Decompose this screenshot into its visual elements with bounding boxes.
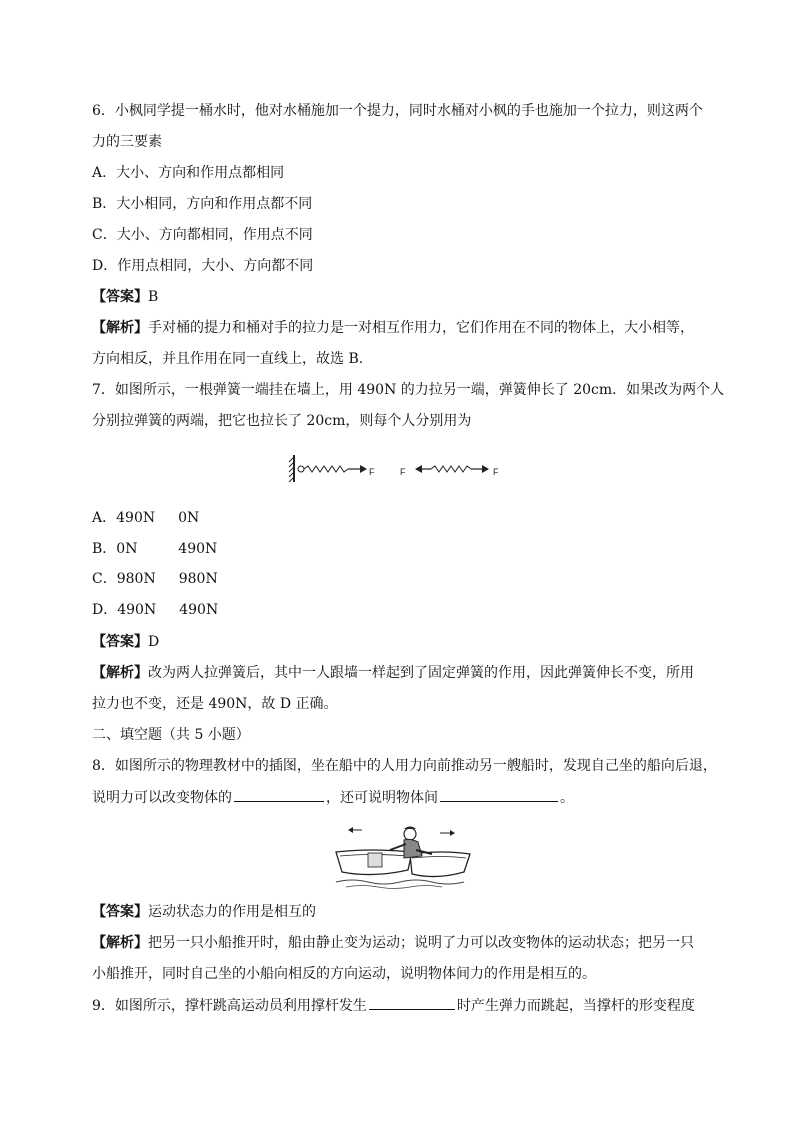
analysis-text: 把另一只小船推开时，船由静止变为运动；说明了力可以改变物体的运动状态；把另一只 bbox=[148, 935, 694, 951]
option-value-1: 490N bbox=[117, 602, 157, 618]
arrow-back-head bbox=[348, 827, 353, 833]
analysis-tag: 【解析】 bbox=[92, 320, 148, 336]
spring-right bbox=[431, 466, 471, 472]
q6-option-c: C．大小、方向都相同，作用点不同 bbox=[92, 227, 313, 243]
q8-analysis-line2: 小船推开，同时自己坐的小船向相反的方向运动，说明物体间力的作用是相互的。 bbox=[92, 966, 596, 982]
option-value-1: 980N bbox=[116, 571, 156, 587]
q6-stem-line2: 力的三要素 bbox=[92, 134, 162, 150]
option-value-1: 490N bbox=[116, 510, 156, 526]
answer-value: 运动状态力的作用是相互的 bbox=[148, 904, 316, 920]
analysis-tag: 【解析】 bbox=[92, 665, 148, 681]
q8-text-b: ，还可说明物体间 bbox=[326, 790, 438, 806]
q9-text-b: 时产生弹力而跳起，当撑杆的形变程度 bbox=[456, 998, 695, 1014]
q6-option-d: D．作用点相同，大小、方向都不同 bbox=[92, 258, 314, 274]
q8-text-a: 说明力可以改变物体的 bbox=[92, 790, 232, 806]
option-letter: B． bbox=[92, 541, 117, 557]
q8-analysis-line1 bbox=[92, 933, 694, 953]
answer-tag: 【答案】 bbox=[92, 904, 148, 920]
force-arrowhead-left bbox=[360, 465, 367, 473]
answer-value: B bbox=[148, 289, 159, 305]
q7-option-d bbox=[92, 600, 218, 620]
analysis-tag: 【解析】 bbox=[92, 935, 148, 951]
q8-stem-line2 bbox=[92, 787, 574, 808]
option-value-2: 0N bbox=[178, 510, 200, 526]
q6-option-a: A．大小、方向和作用点都相同 bbox=[92, 165, 285, 181]
boat-figure bbox=[332, 820, 472, 892]
q7-option-c bbox=[92, 569, 218, 589]
q7-option-a bbox=[92, 508, 199, 528]
q8-blank-2[interactable] bbox=[440, 787, 558, 802]
option-letter: D． bbox=[92, 602, 118, 618]
force-label-right: F bbox=[493, 467, 499, 477]
section-heading: 二、填空题（共 5 小题） bbox=[92, 727, 250, 743]
option-letter: A． bbox=[92, 510, 117, 526]
spring-left bbox=[304, 466, 348, 472]
left-boat-seat bbox=[368, 853, 382, 867]
water-line-2 bbox=[346, 886, 442, 889]
arrow-forward-head bbox=[450, 830, 455, 836]
answer-value: D bbox=[148, 634, 160, 650]
q6-option-b: B．大小相同，方向和作用点都不同 bbox=[92, 196, 313, 212]
q7-stem-line2: 分别拉弹簧的两端，把它也拉长了 20cm，则每个人分别用为 bbox=[92, 413, 472, 429]
q6-answer bbox=[92, 287, 158, 307]
person-body bbox=[404, 839, 422, 858]
force-arrowhead-right bbox=[482, 465, 489, 473]
q7-option-b bbox=[92, 539, 217, 559]
person-head bbox=[404, 828, 416, 840]
q8-stem-line1: 8．如图所示的物理教材中的插图，坐在船中的人用力向前推动另一艘船时，发现自己坐的船向后退， bbox=[92, 758, 717, 774]
answer-tag: 【答案】 bbox=[92, 634, 148, 650]
answer-tag: 【答案】 bbox=[92, 289, 148, 305]
q6-analysis-line2: 方向相反，并且作用在同一直线上，故选 B. bbox=[92, 351, 364, 367]
q9-stem-line1 bbox=[92, 995, 695, 1016]
q8-answer bbox=[92, 902, 316, 922]
option-value-2: 490N bbox=[179, 602, 219, 618]
analysis-text: 手对桶的提力和桶对手的拉力是一对相互作用力，它们作用在不同的物体上，大小相等， bbox=[148, 320, 694, 336]
q9-text-a: 9．如图所示，撑杆跳高运动员利用撑杆发生 bbox=[92, 998, 367, 1014]
q8-text-c: 。 bbox=[560, 790, 574, 806]
force-label-left: F bbox=[369, 467, 375, 477]
option-value-2: 980N bbox=[178, 571, 218, 587]
spring-figure bbox=[288, 452, 508, 488]
q6-analysis-line1 bbox=[92, 318, 694, 338]
option-value-1: 0N bbox=[116, 541, 138, 557]
water-line bbox=[336, 880, 464, 884]
q7-answer bbox=[92, 632, 159, 652]
q9-blank-1[interactable] bbox=[369, 995, 455, 1010]
q8-blank-1[interactable] bbox=[234, 787, 324, 802]
q6-stem-line1: 6．小枫同学提一桶水时，他对水桶施加一个提力，同时水桶对小枫的手也施加一个拉力，则这两个 bbox=[92, 103, 703, 119]
option-value-2: 490N bbox=[178, 541, 218, 557]
option-letter: C． bbox=[92, 571, 117, 587]
person-hair bbox=[404, 827, 416, 830]
analysis-text: 改为两人拉弹簧后，其中一人跟墙一样起到了固定弹簧的作用，因此弹簧伸长不变，所用 bbox=[148, 665, 694, 681]
force-label-mid: F bbox=[400, 467, 406, 477]
spring-hook bbox=[298, 466, 304, 472]
q7-analysis-line2: 拉力也不变，还是 490N，故 D 正确。 bbox=[92, 696, 338, 712]
q7-stem-line1: 7．如图所示，一根弹簧一端挂在墙上，用 490N 的力拉另一端，弹簧伸长了 20cm．如果改为两个人 bbox=[92, 382, 725, 398]
force-arrowhead-mid bbox=[415, 465, 422, 473]
q7-analysis-line1 bbox=[92, 663, 694, 683]
